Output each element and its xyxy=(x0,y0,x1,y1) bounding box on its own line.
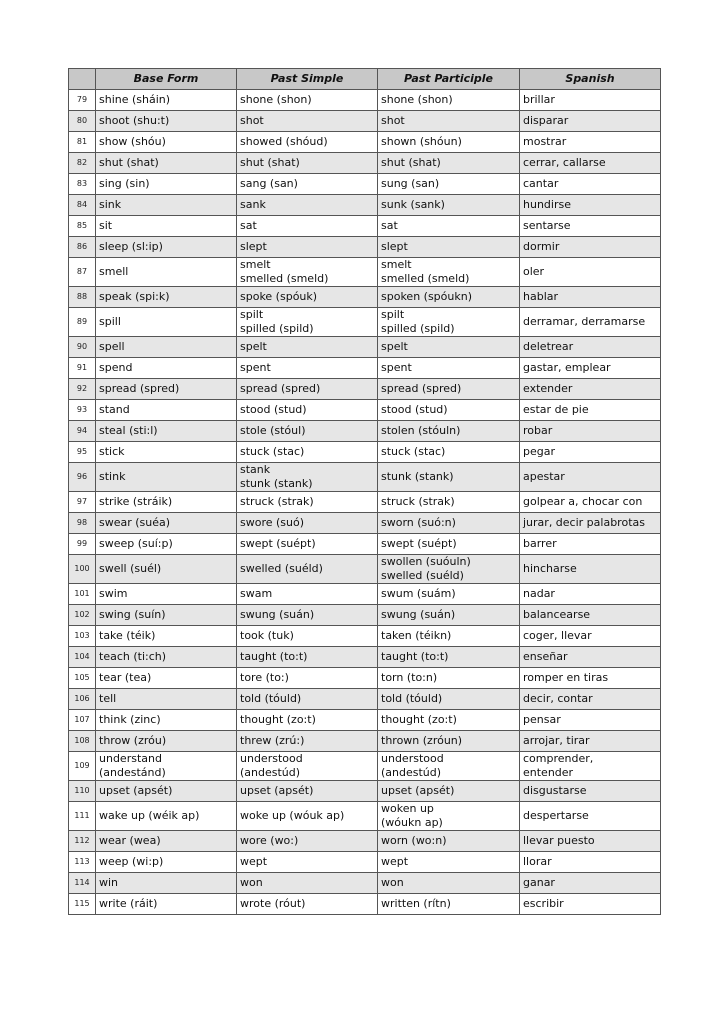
table-row xyxy=(69,463,661,492)
past-participle-cell: sunk (sank) xyxy=(378,195,520,216)
base-form-cell: think (zinc) xyxy=(96,710,237,731)
spanish-cell xyxy=(520,752,661,781)
past-participle-cell: spread (spred) xyxy=(378,379,520,400)
past-participle-cell: slept xyxy=(378,237,520,258)
table-row xyxy=(69,894,661,915)
row-number: 98 xyxy=(69,513,96,534)
past-participle-cell-line: woken up xyxy=(381,802,434,815)
base-form-cell: tear (tea) xyxy=(96,668,237,689)
spanish-cell: ganar xyxy=(520,873,661,894)
past-participle-cell: sung (san) xyxy=(378,174,520,195)
past-simple-cell: spoke (spóuk) xyxy=(237,287,378,308)
spanish-cell: nadar xyxy=(520,584,661,605)
spanish-cell: estar de pie xyxy=(520,400,661,421)
row-number: 111 xyxy=(69,802,96,831)
row-number: 94 xyxy=(69,421,96,442)
spanish-cell: barrer xyxy=(520,534,661,555)
past-simple-cell: spent xyxy=(237,358,378,379)
row-number: 93 xyxy=(69,400,96,421)
base-form-cell: swear (suéa) xyxy=(96,513,237,534)
past-participle-cell: shown (shóun) xyxy=(378,132,520,153)
past-simple-cell: shot xyxy=(237,111,378,132)
base-form-cell: tell xyxy=(96,689,237,710)
past-participle-cell-line: smelt xyxy=(381,258,412,271)
past-participle-cell: shot xyxy=(378,111,520,132)
past-simple-cell: stole (stóul) xyxy=(237,421,378,442)
base-form-cell: sink xyxy=(96,195,237,216)
row-number: 95 xyxy=(69,442,96,463)
past-participle-cell: spent xyxy=(378,358,520,379)
table-row xyxy=(69,421,661,442)
past-simple-cell: stuck (stac) xyxy=(237,442,378,463)
spanish-cell: pensar xyxy=(520,710,661,731)
past-simple-cell-line: stank xyxy=(240,463,271,476)
base-form-cell xyxy=(96,752,237,781)
past-simple-cell: swore (suó) xyxy=(237,513,378,534)
table-row xyxy=(69,90,661,111)
row-number: 80 xyxy=(69,111,96,132)
past-simple-cell: showed (shóud) xyxy=(237,132,378,153)
base-form-cell: shut (shat) xyxy=(96,153,237,174)
past-participle-cell: shone (shon) xyxy=(378,90,520,111)
row-number: 97 xyxy=(69,492,96,513)
base-form-cell: shoot (shu:t) xyxy=(96,111,237,132)
base-form-cell: steal (sti:l) xyxy=(96,421,237,442)
table-row xyxy=(69,216,661,237)
row-number: 79 xyxy=(69,90,96,111)
past-participle-cell xyxy=(378,308,520,337)
base-form-cell: spell xyxy=(96,337,237,358)
past-simple-cell-line: understood xyxy=(240,752,303,765)
base-form-cell: wear (wea) xyxy=(96,831,237,852)
past-simple-cell: told (tóuld) xyxy=(237,689,378,710)
past-simple-cell: shut (shat) xyxy=(237,153,378,174)
table-row xyxy=(69,379,661,400)
base-form-cell-line: (andestánd) xyxy=(99,766,166,779)
spanish-cell: sentarse xyxy=(520,216,661,237)
past-participle-cell xyxy=(378,752,520,781)
past-simple-column-header: Past Simple xyxy=(237,69,378,90)
past-simple-cell-line: spilt xyxy=(240,308,264,321)
table-row xyxy=(69,731,661,752)
past-simple-cell: taught (to:t) xyxy=(237,647,378,668)
table-row xyxy=(69,358,661,379)
past-participle-cell: stolen (stóuln) xyxy=(378,421,520,442)
table-row xyxy=(69,195,661,216)
base-form-cell: stick xyxy=(96,442,237,463)
table-row xyxy=(69,710,661,731)
row-number: 112 xyxy=(69,831,96,852)
table-row xyxy=(69,400,661,421)
table-row xyxy=(69,831,661,852)
spanish-cell: enseñar xyxy=(520,647,661,668)
row-number: 91 xyxy=(69,358,96,379)
base-form-cell: spend xyxy=(96,358,237,379)
past-simple-cell: stood (stud) xyxy=(237,400,378,421)
base-form-cell: swell (suél) xyxy=(96,555,237,584)
past-participle-cell: wept xyxy=(378,852,520,873)
spanish-cell: hablar xyxy=(520,287,661,308)
base-form-cell: throw (zróu) xyxy=(96,731,237,752)
base-form-cell: weep (wi:p) xyxy=(96,852,237,873)
base-form-cell: spread (spred) xyxy=(96,379,237,400)
past-participle-cell: upset (apsét) xyxy=(378,781,520,802)
spanish-cell: gastar, emplear xyxy=(520,358,661,379)
past-simple-cell: thought (zo:t) xyxy=(237,710,378,731)
past-participle-cell: sat xyxy=(378,216,520,237)
row-number: 105 xyxy=(69,668,96,689)
spanish-cell: balancearse xyxy=(520,605,661,626)
table-row xyxy=(69,442,661,463)
spanish-cell: oler xyxy=(520,258,661,287)
base-form-cell: wake up (wéik ap) xyxy=(96,802,237,831)
past-participle-cell: stuck (stac) xyxy=(378,442,520,463)
past-participle-cell-line: understood xyxy=(381,752,444,765)
past-simple-cell: swam xyxy=(237,584,378,605)
past-simple-cell: swept (suépt) xyxy=(237,534,378,555)
header-row xyxy=(69,69,661,90)
past-participle-cell: swept (suépt) xyxy=(378,534,520,555)
table-row xyxy=(69,153,661,174)
base-form-cell: swim xyxy=(96,584,237,605)
table-row xyxy=(69,802,661,831)
past-participle-cell: stunk (stank) xyxy=(378,463,520,492)
row-number: 115 xyxy=(69,894,96,915)
past-simple-cell: threw (zrú:) xyxy=(237,731,378,752)
row-number: 114 xyxy=(69,873,96,894)
past-simple-cell-line: smelt xyxy=(240,258,271,271)
base-form-cell: sing (sin) xyxy=(96,174,237,195)
table-row xyxy=(69,237,661,258)
irregular-verbs-table xyxy=(68,68,661,915)
row-number: 84 xyxy=(69,195,96,216)
table-row xyxy=(69,852,661,873)
spanish-cell: robar xyxy=(520,421,661,442)
table-body xyxy=(69,90,661,915)
past-participle-cell: taught (to:t) xyxy=(378,647,520,668)
spanish-cell: disgustarse xyxy=(520,781,661,802)
row-number: 81 xyxy=(69,132,96,153)
base-form-cell: write (ráit) xyxy=(96,894,237,915)
spanish-cell: despertarse xyxy=(520,802,661,831)
past-participle-cell-line: spilt xyxy=(381,308,405,321)
past-participle-cell-line: smelled (smeld) xyxy=(381,272,470,285)
table-row xyxy=(69,668,661,689)
base-form-cell: spill xyxy=(96,308,237,337)
past-simple-cell: struck (strak) xyxy=(237,492,378,513)
past-participle-cell: spelt xyxy=(378,337,520,358)
table-row xyxy=(69,174,661,195)
row-number: 101 xyxy=(69,584,96,605)
base-form-cell: stand xyxy=(96,400,237,421)
past-participle-cell: taken (téikn) xyxy=(378,626,520,647)
base-form-cell: win xyxy=(96,873,237,894)
past-simple-cell-line: stunk (stank) xyxy=(240,477,313,490)
spanish-cell: llevar puesto xyxy=(520,831,661,852)
base-form-cell: speak (spi:k) xyxy=(96,287,237,308)
base-form-cell: sleep (sl:ip) xyxy=(96,237,237,258)
row-number: 103 xyxy=(69,626,96,647)
row-number: 96 xyxy=(69,463,96,492)
table-row xyxy=(69,555,661,584)
table-row xyxy=(69,492,661,513)
spanish-cell: mostrar xyxy=(520,132,661,153)
table-row xyxy=(69,513,661,534)
base-form-cell: sweep (suí:p) xyxy=(96,534,237,555)
spanish-cell: extender xyxy=(520,379,661,400)
past-participle-cell: worn (wo:n) xyxy=(378,831,520,852)
past-simple-cell: won xyxy=(237,873,378,894)
past-simple-cell: spelt xyxy=(237,337,378,358)
table-row xyxy=(69,781,661,802)
past-simple-cell: shone (shon) xyxy=(237,90,378,111)
row-number: 88 xyxy=(69,287,96,308)
past-participle-column-header: Past Participle xyxy=(378,69,520,90)
past-simple-cell: wore (wo:) xyxy=(237,831,378,852)
spanish-cell: romper en tiras xyxy=(520,668,661,689)
past-participle-cell: swung (suán) xyxy=(378,605,520,626)
base-form-cell: smell xyxy=(96,258,237,287)
base-form-cell: shine (sháin) xyxy=(96,90,237,111)
base-form-cell: stink xyxy=(96,463,237,492)
past-simple-cell: wept xyxy=(237,852,378,873)
past-participle-cell: won xyxy=(378,873,520,894)
spanish-cell: pegar xyxy=(520,442,661,463)
row-number: 113 xyxy=(69,852,96,873)
past-participle-cell xyxy=(378,802,520,831)
spanish-cell: hincharse xyxy=(520,555,661,584)
row-number: 83 xyxy=(69,174,96,195)
table-row xyxy=(69,132,661,153)
past-simple-cell: woke up (wóuk ap) xyxy=(237,802,378,831)
row-number: 87 xyxy=(69,258,96,287)
table-row xyxy=(69,605,661,626)
past-simple-cell: sang (san) xyxy=(237,174,378,195)
past-simple-cell-line: smelled (smeld) xyxy=(240,272,329,285)
past-simple-cell xyxy=(237,752,378,781)
past-participle-cell: spoken (spóukn) xyxy=(378,287,520,308)
past-participle-cell xyxy=(378,258,520,287)
table-row xyxy=(69,584,661,605)
row-number: 104 xyxy=(69,647,96,668)
past-participle-cell xyxy=(378,555,520,584)
row-number: 99 xyxy=(69,534,96,555)
past-participle-cell-line: swelled (suéld) xyxy=(381,569,464,582)
table-row xyxy=(69,752,661,781)
past-participle-cell-line: swollen (suóuln) xyxy=(381,555,471,568)
table-row xyxy=(69,647,661,668)
past-participle-cell: torn (to:n) xyxy=(378,668,520,689)
spanish-cell-line: entender xyxy=(523,766,574,779)
base-form-column-header: Base Form xyxy=(96,69,237,90)
past-simple-cell: upset (apsét) xyxy=(237,781,378,802)
table-row xyxy=(69,337,661,358)
past-participle-cell: shut (shat) xyxy=(378,153,520,174)
spanish-cell: deletrear xyxy=(520,337,661,358)
table-row xyxy=(69,534,661,555)
past-participle-cell: told (tóuld) xyxy=(378,689,520,710)
table-header xyxy=(69,69,661,90)
past-participle-cell: sworn (suó:n) xyxy=(378,513,520,534)
spanish-cell: coger, llevar xyxy=(520,626,661,647)
past-simple-cell: sat xyxy=(237,216,378,237)
base-form-cell-line: understand xyxy=(99,752,162,765)
spanish-cell: brillar xyxy=(520,90,661,111)
past-simple-cell: wrote (róut) xyxy=(237,894,378,915)
past-simple-cell-line: (andestúd) xyxy=(240,766,301,779)
past-simple-cell xyxy=(237,308,378,337)
spanish-cell: dormir xyxy=(520,237,661,258)
past-simple-cell: swung (suán) xyxy=(237,605,378,626)
spanish-cell: disparar xyxy=(520,111,661,132)
table-row xyxy=(69,258,661,287)
spanish-cell-line: comprender, xyxy=(523,752,594,765)
past-participle-cell: stood (stud) xyxy=(378,400,520,421)
spanish-cell: derramar, derramarse xyxy=(520,308,661,337)
past-simple-cell: sank xyxy=(237,195,378,216)
past-participle-cell-line: (wóukn ap) xyxy=(381,816,443,829)
past-simple-cell: took (tuk) xyxy=(237,626,378,647)
past-simple-cell: tore (to:) xyxy=(237,668,378,689)
spanish-cell: decir, contar xyxy=(520,689,661,710)
number-column-header xyxy=(69,69,96,90)
row-number: 90 xyxy=(69,337,96,358)
row-number: 85 xyxy=(69,216,96,237)
past-participle-cell-line: (andestúd) xyxy=(381,766,442,779)
spanish-cell: hundirse xyxy=(520,195,661,216)
past-participle-cell: thrown (zróun) xyxy=(378,731,520,752)
spanish-cell: golpear a, chocar con xyxy=(520,492,661,513)
past-simple-cell: swelled (suéld) xyxy=(237,555,378,584)
table-row xyxy=(69,873,661,894)
past-participle-cell: written (rítn) xyxy=(378,894,520,915)
row-number: 92 xyxy=(69,379,96,400)
row-number: 82 xyxy=(69,153,96,174)
spanish-cell: escribir xyxy=(520,894,661,915)
row-number: 100 xyxy=(69,555,96,584)
row-number: 108 xyxy=(69,731,96,752)
row-number: 102 xyxy=(69,605,96,626)
row-number: 109 xyxy=(69,752,96,781)
row-number: 86 xyxy=(69,237,96,258)
table-row xyxy=(69,626,661,647)
base-form-cell: sit xyxy=(96,216,237,237)
base-form-cell: strike (stráik) xyxy=(96,492,237,513)
spanish-cell: arrojar, tirar xyxy=(520,731,661,752)
base-form-cell: take (téik) xyxy=(96,626,237,647)
past-participle-cell: thought (zo:t) xyxy=(378,710,520,731)
table-row xyxy=(69,689,661,710)
past-simple-cell-line: spilled (spild) xyxy=(240,322,314,335)
spanish-column-header: Spanish xyxy=(520,69,661,90)
past-participle-cell-line: spilled (spild) xyxy=(381,322,455,335)
table-row xyxy=(69,287,661,308)
spanish-cell: jurar, decir palabrotas xyxy=(520,513,661,534)
past-simple-cell: spread (spred) xyxy=(237,379,378,400)
spanish-cell: llorar xyxy=(520,852,661,873)
table-row xyxy=(69,111,661,132)
past-participle-cell: swum (suám) xyxy=(378,584,520,605)
base-form-cell: teach (ti:ch) xyxy=(96,647,237,668)
base-form-cell: swing (suín) xyxy=(96,605,237,626)
past-simple-cell xyxy=(237,258,378,287)
table-row xyxy=(69,308,661,337)
row-number: 110 xyxy=(69,781,96,802)
spanish-cell: apestar xyxy=(520,463,661,492)
row-number: 107 xyxy=(69,710,96,731)
base-form-cell: show (shóu) xyxy=(96,132,237,153)
spanish-cell: cerrar, callarse xyxy=(520,153,661,174)
row-number: 106 xyxy=(69,689,96,710)
past-simple-cell xyxy=(237,463,378,492)
past-participle-cell: struck (strak) xyxy=(378,492,520,513)
base-form-cell: upset (apsét) xyxy=(96,781,237,802)
past-simple-cell: slept xyxy=(237,237,378,258)
spanish-cell: cantar xyxy=(520,174,661,195)
row-number: 89 xyxy=(69,308,96,337)
